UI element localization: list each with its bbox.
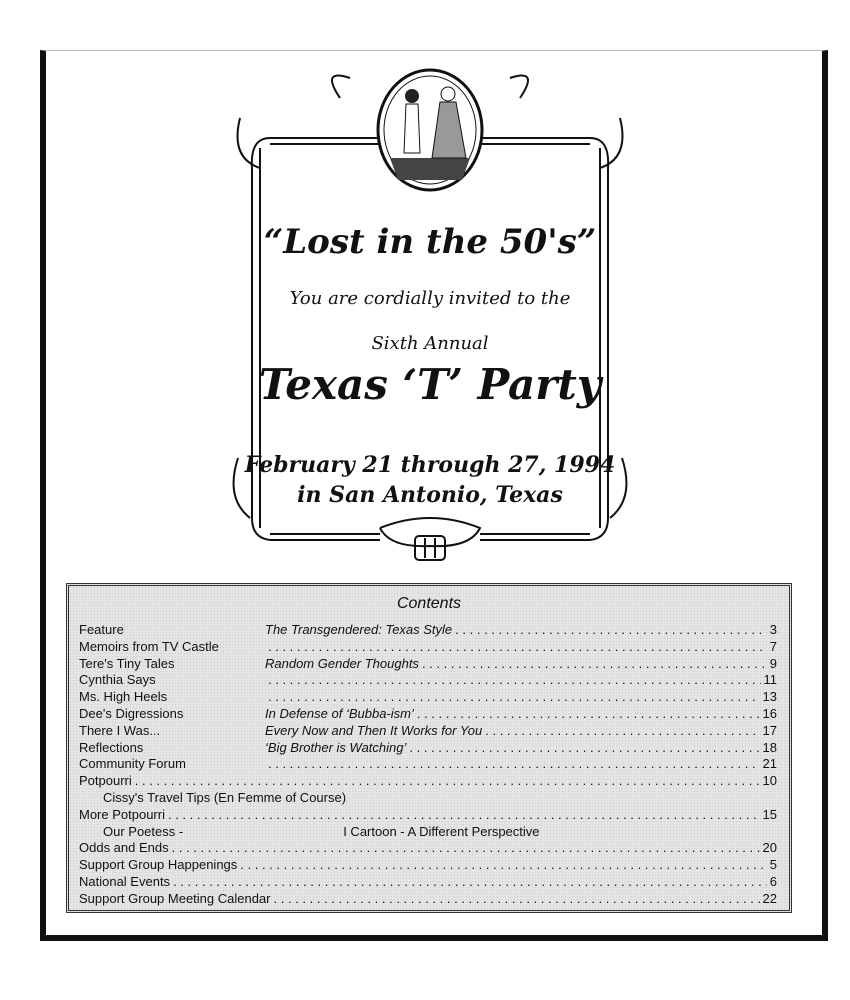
section-name: Potpourri <box>79 773 132 789</box>
dot-leader <box>240 857 766 874</box>
contents-list <box>79 622 777 908</box>
dot-leader <box>422 656 767 673</box>
page-number: 7 <box>769 638 777 654</box>
page-number: 11 <box>763 672 777 688</box>
page-number: 18 <box>762 739 777 755</box>
dot-leader <box>417 706 760 723</box>
page-number: 13 <box>762 689 777 705</box>
contents-entry <box>79 857 777 874</box>
section-name: Dee's Digressions <box>79 705 184 721</box>
dot-leader <box>173 874 767 891</box>
section-name: Community Forum <box>79 756 186 772</box>
contents-entry <box>79 622 777 639</box>
contents-entry <box>79 773 777 790</box>
contents-entry <box>79 790 777 807</box>
contents-entry <box>79 756 777 773</box>
contents-entry <box>79 689 777 706</box>
page-number: 22 <box>762 890 777 906</box>
contents-entry <box>79 874 777 891</box>
dot-leader <box>268 672 761 689</box>
page-number: 16 <box>762 705 777 721</box>
contents-entry <box>79 639 777 656</box>
section-name: Odds and Ends <box>79 840 169 856</box>
contents-entry <box>79 891 777 908</box>
page-number: 17 <box>762 722 777 738</box>
dot-leader <box>268 756 760 773</box>
section-name: National Events <box>79 873 171 889</box>
section-name: More Potpourri <box>79 806 165 822</box>
page-number: 6 <box>769 873 777 889</box>
section-name: Support Group Meeting Calendar <box>79 890 271 906</box>
dot-leader <box>409 740 759 757</box>
page-number: 3 <box>769 622 777 637</box>
contents-entry <box>79 840 777 857</box>
article-title: Random Gender Thoughts <box>265 655 419 671</box>
page-number: 9 <box>769 655 777 671</box>
section-name: Tere's Tiny Tales <box>79 655 175 671</box>
contents-entry <box>79 740 777 757</box>
dot-leader <box>485 723 759 740</box>
sub-entry: Our Poetess - <box>103 823 184 839</box>
contents-entry <box>79 723 777 740</box>
contents-entry <box>79 706 777 723</box>
dot-leader <box>268 689 760 706</box>
couple-illustration <box>378 70 482 190</box>
section-name: Support Group Happenings <box>79 857 238 873</box>
page-number: 21 <box>762 756 777 772</box>
section-name: Ms. High Heels <box>79 689 168 705</box>
page-number: 15 <box>762 806 777 822</box>
page-number: 20 <box>762 840 777 856</box>
dot-leader <box>455 622 767 639</box>
article-title: Every Now and Then It Works for You <box>265 722 483 738</box>
article-title: ‘Big Brother is Watching’ <box>265 739 407 755</box>
table-of-contents <box>66 583 792 913</box>
sub-entry: Cissy's Travel Tips (En Femme of Course) <box>103 789 347 805</box>
invitation-line: You are cordially invited to the <box>289 288 571 309</box>
page-number: 5 <box>769 857 777 873</box>
contents-entry <box>79 824 777 841</box>
event-name: Texas ‘T’ Party <box>258 360 602 409</box>
dot-leader <box>274 891 760 908</box>
contents-entry <box>79 672 777 689</box>
dot-leader <box>172 840 760 857</box>
event-location: in San Antonio, Texas <box>297 482 563 508</box>
section-name: Reflections <box>79 739 144 755</box>
event-theme-title: “Lost in the 50's” <box>263 222 597 262</box>
article-title: The Transgendered: Texas Style <box>265 622 453 637</box>
section-name: Cynthia Says <box>79 672 156 688</box>
dot-leader <box>268 639 767 656</box>
dot-leader <box>168 807 760 824</box>
contents-heading: Contents <box>396 595 462 612</box>
dot-leader <box>135 773 760 790</box>
event-dates: February 21 through 27, 1994 <box>244 452 616 478</box>
page-number: 10 <box>762 773 777 789</box>
sub-entry-extra: I Cartoon - A Different Perspective <box>343 823 540 839</box>
annual-label: Sixth Annual <box>371 333 489 354</box>
section-name: Memoirs from TV Castle <box>79 638 219 654</box>
contents-entry <box>79 807 777 824</box>
section-name: Feature <box>79 622 124 637</box>
section-name: There I Was... <box>79 722 161 738</box>
contents-entry <box>79 656 777 673</box>
article-title: In Defense of ‘Bubba-ism’ <box>265 705 414 721</box>
